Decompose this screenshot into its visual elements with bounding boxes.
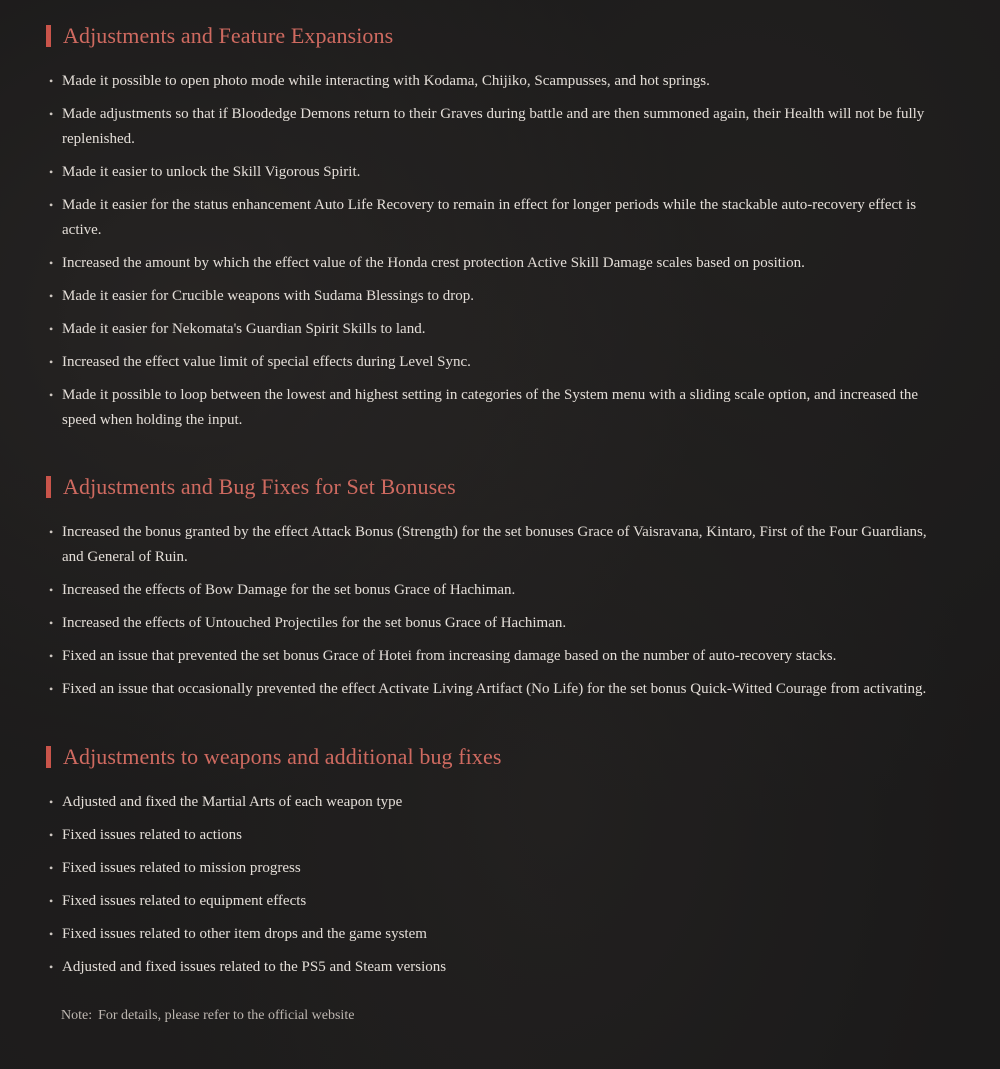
section-heading	[46, 23, 946, 49]
list-item	[46, 823, 946, 848]
footer-note	[61, 1008, 354, 1024]
bullet-icon: •	[49, 322, 54, 336]
list-item	[46, 284, 946, 309]
bullet-icon: •	[49, 289, 54, 303]
heading-accent-bar	[46, 25, 51, 47]
section-heading-text: Adjustments and Bug Fixes for Set Bonuses	[63, 474, 456, 499]
list-item-text: Increased the bonus granted by the effect Attack Bonus (Strength) for the set bonuses Grace of Vaisravana, Kintaro, First of the Four Guardians, and General of Ruin.	[62, 524, 927, 565]
bullet-icon: •	[49, 616, 54, 630]
list-item-text: Adjusted and fixed issues related to the PS5 and Steam versions	[62, 959, 447, 975]
list-item	[46, 383, 946, 433]
list-item-text: Increased the effects of Untouched Projectiles for the set bonus Grace of Hachiman.	[62, 615, 567, 631]
list-item	[46, 922, 946, 947]
list-item-text: Fixed an issue that prevented the set bonus Grace of Hotei from increasing damage based on the number of auto-recovery stacks.	[62, 648, 837, 664]
list-item	[46, 578, 946, 603]
bullet-icon: •	[49, 927, 54, 941]
note-text: For details, please refer to the official website	[98, 1008, 355, 1023]
list-item-text: Made it possible to loop between the lowest and highest setting in categories of the System menu with a sliding scale option, and increased the speed when holding the input.	[62, 387, 919, 428]
bullet-icon: •	[49, 682, 54, 696]
list-item-text: Fixed issues related to actions	[62, 827, 242, 843]
list-item	[46, 955, 946, 980]
section-weapons-bug-fixes	[46, 744, 946, 988]
bullet-icon: •	[49, 861, 54, 875]
bullet-icon: •	[49, 165, 54, 179]
list-item	[46, 251, 946, 276]
bullet-icon: •	[49, 388, 54, 402]
list-item-text: Made it easier to unlock the Skill Vigorous Spirit.	[62, 164, 361, 180]
bullet-list	[46, 520, 946, 702]
bullet-list	[46, 790, 946, 980]
section-feature-expansions	[46, 23, 946, 441]
list-item	[46, 160, 946, 185]
list-item	[46, 856, 946, 881]
bullet-icon: •	[49, 525, 54, 539]
bullet-icon: •	[49, 960, 54, 974]
list-item	[46, 889, 946, 914]
bullet-icon: •	[49, 74, 54, 88]
list-item-text: Fixed issues related to mission progress	[62, 860, 301, 876]
section-heading	[46, 474, 946, 500]
list-item	[46, 193, 946, 243]
list-item-text: Fixed an issue that occasionally prevented the effect Activate Living Artifact (No Life) for the set bonus Quick-Witted Courage from activating.	[62, 681, 927, 697]
list-item	[46, 677, 946, 702]
list-item-text: Fixed issues related to equipment effects	[62, 893, 307, 909]
bullet-list	[46, 69, 946, 433]
list-item-text: Increased the effect value limit of special effects during Level Sync.	[62, 354, 471, 370]
list-item-text: Made it easier for Crucible weapons with Sudama Blessings to drop.	[62, 288, 475, 304]
list-item-text: Adjusted and fixed the Martial Arts of each weapon type	[62, 794, 403, 810]
list-item	[46, 102, 946, 152]
section-set-bonuses	[46, 474, 946, 710]
list-item	[46, 350, 946, 375]
list-item-text: Fixed issues related to other item drops and the game system	[62, 926, 427, 942]
list-item	[46, 790, 946, 815]
bullet-icon: •	[49, 828, 54, 842]
bullet-icon: •	[49, 795, 54, 809]
list-item-text: Increased the amount by which the effect value of the Honda crest protection Active Skill Damage scales based on position.	[62, 255, 805, 271]
bullet-icon: •	[49, 355, 54, 369]
list-item	[46, 69, 946, 94]
list-item-text: Made it possible to open photo mode while interacting with Kodama, Chijiko, Scampusses, and hot springs.	[62, 73, 710, 89]
list-item	[46, 317, 946, 342]
list-item-text: Made it easier for the status enhancement Auto Life Recovery to remain in effect for longer periods while the stackable auto-recovery effect is active.	[62, 197, 917, 238]
heading-accent-bar	[46, 746, 51, 768]
bullet-icon: •	[49, 198, 54, 212]
list-item-text: Increased the effects of Bow Damage for the set bonus Grace of Hachiman.	[62, 582, 516, 598]
list-item	[46, 644, 946, 669]
list-item-text: Made adjustments so that if Bloodedge Demons return to their Graves during battle and are then summoned again, their Health will not be fully replenished.	[62, 106, 925, 147]
list-item	[46, 611, 946, 636]
note-label: Note:	[61, 1008, 93, 1023]
bullet-icon: •	[49, 894, 54, 908]
list-item	[46, 520, 946, 570]
bullet-icon: •	[49, 583, 54, 597]
section-heading-text: Adjustments and Feature Expansions	[63, 23, 394, 48]
section-heading-text: Adjustments to weapons and additional bug fixes	[63, 744, 502, 769]
bullet-icon: •	[49, 649, 54, 663]
heading-accent-bar	[46, 476, 51, 498]
section-heading	[46, 744, 946, 770]
list-item-text: Made it easier for Nekomata's Guardian Spirit Skills to land.	[62, 321, 426, 337]
bullet-icon: •	[49, 107, 54, 121]
bullet-icon: •	[49, 256, 54, 270]
